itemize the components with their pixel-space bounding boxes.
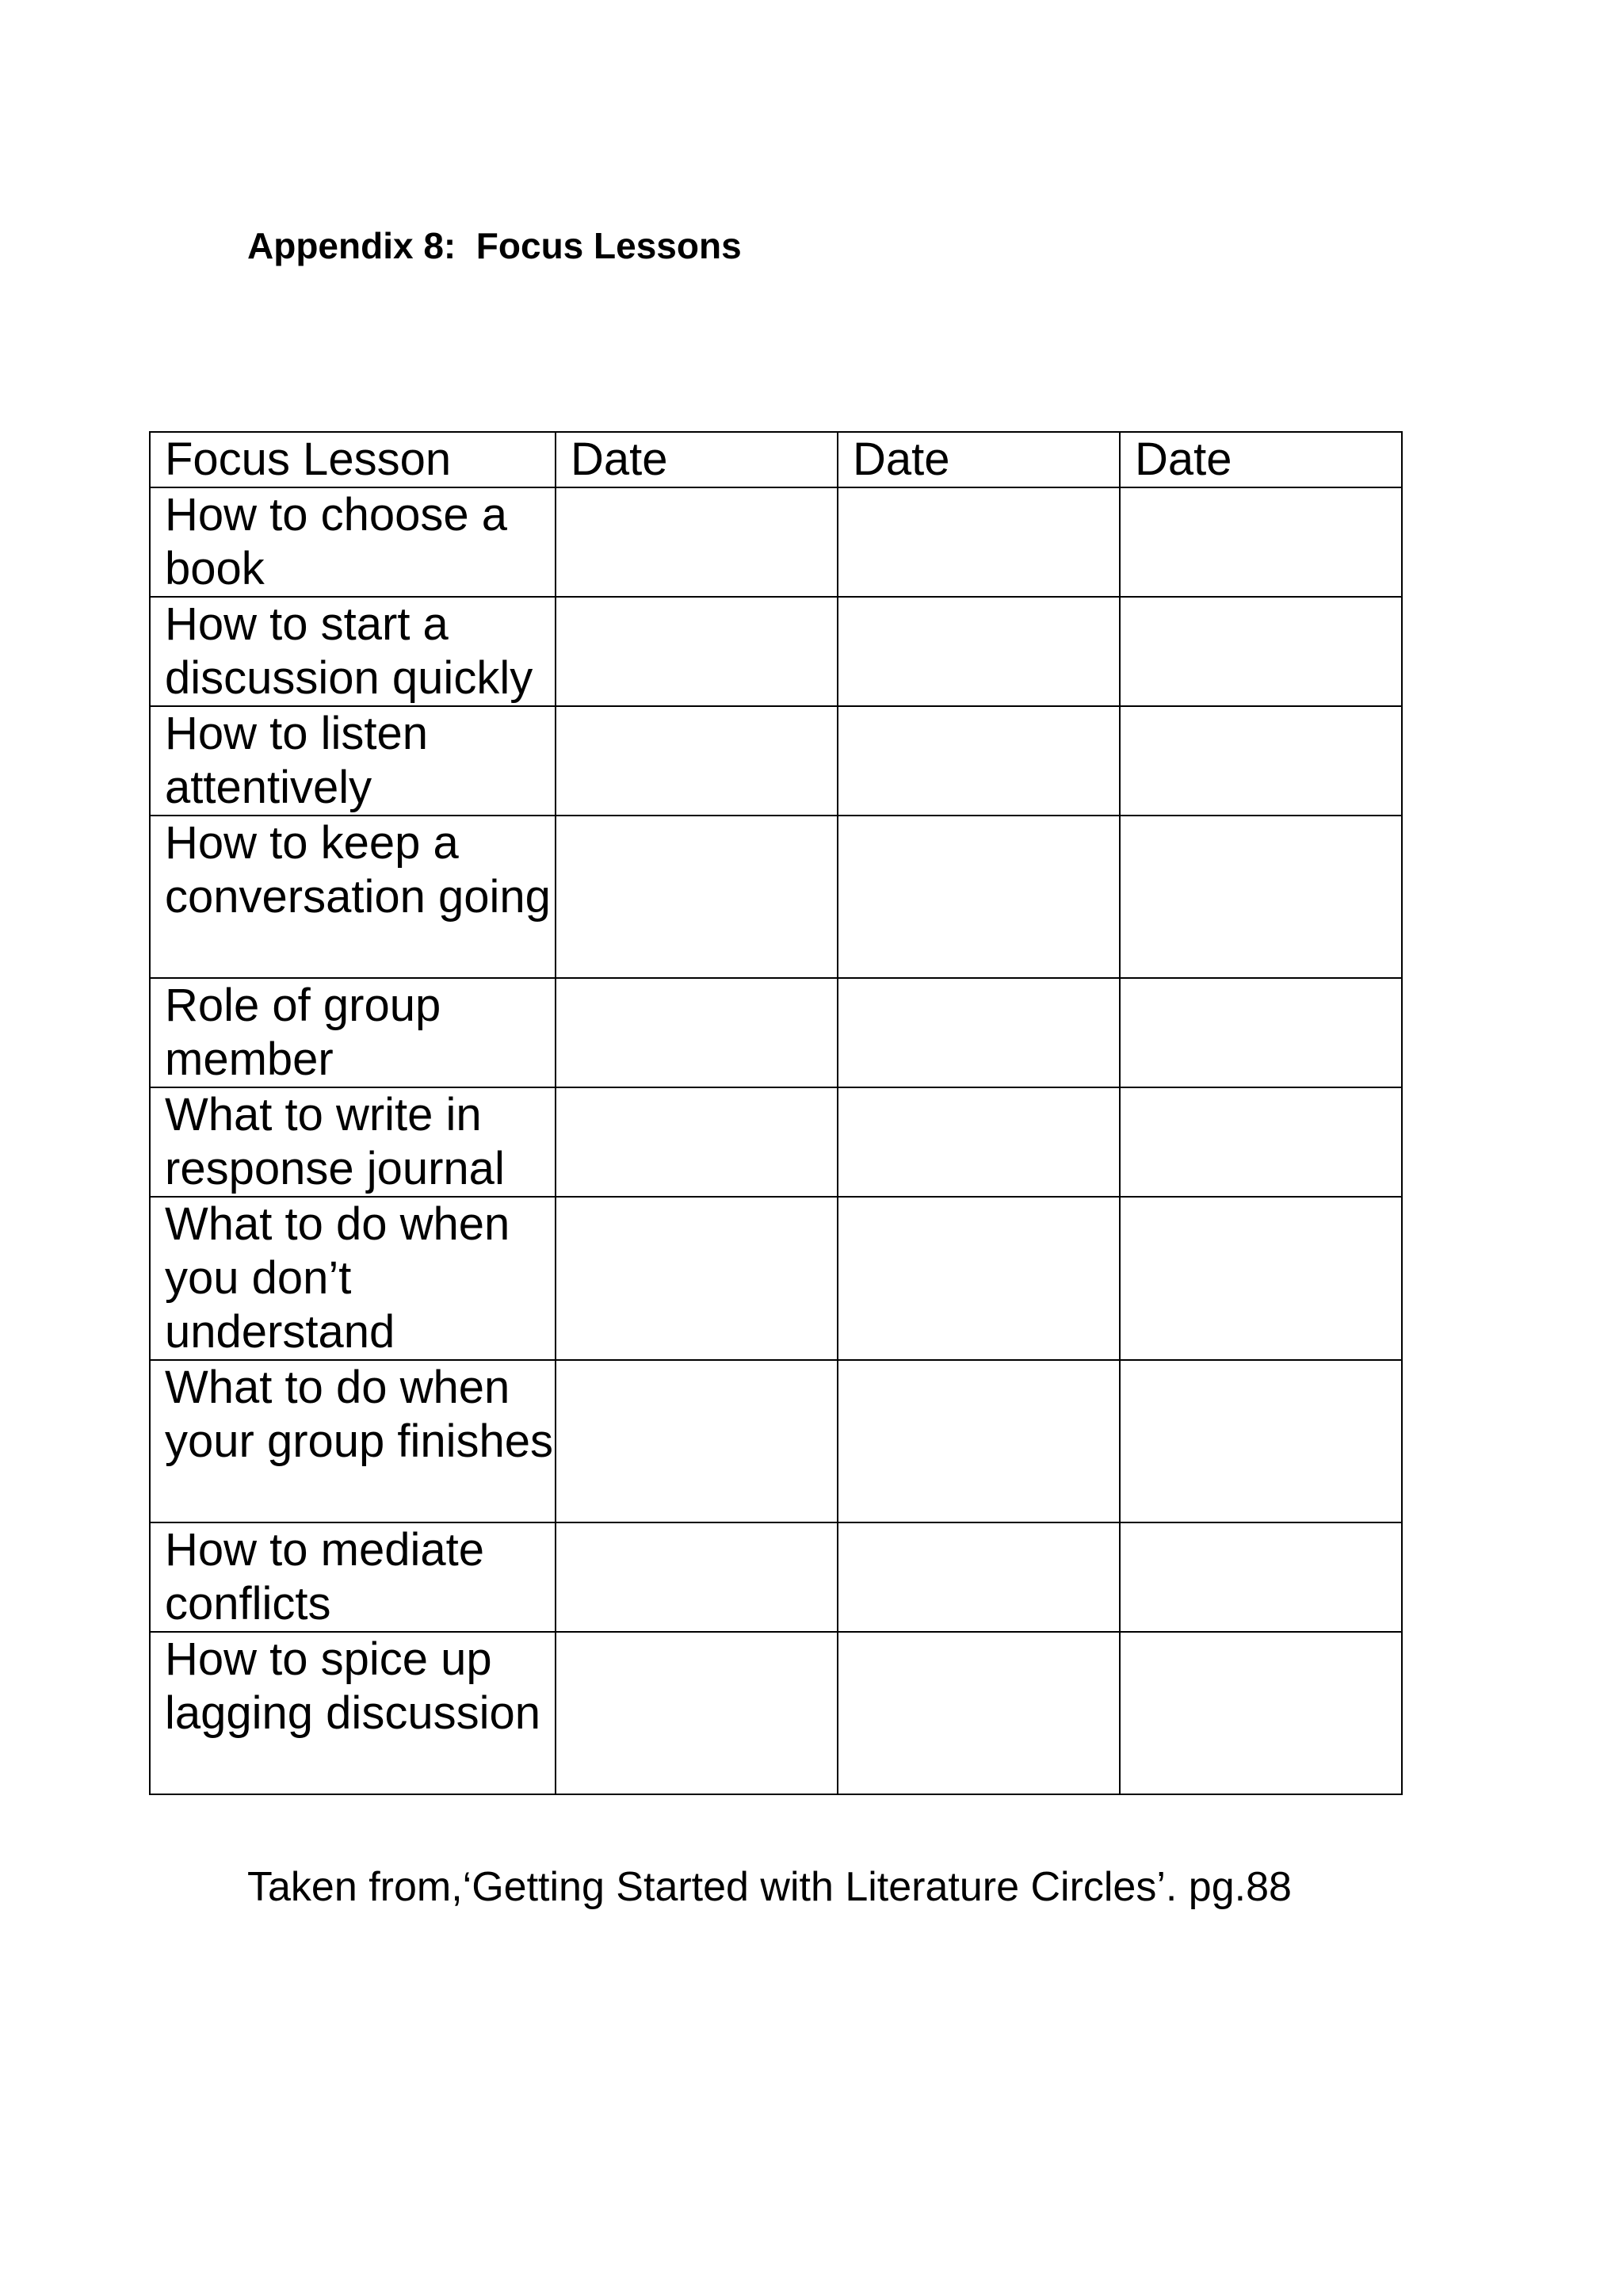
lesson-cell: How to choose a book [150,487,556,597]
lesson-cell: What to do when your group finishes [150,1360,556,1522]
page-title: Appendix 8: Focus Lessons [247,225,742,266]
table-row [150,487,1402,597]
table-row [150,1197,1402,1360]
table-row [150,597,1402,706]
lesson-cell: What to write in response journal [150,1087,556,1197]
table-header-row [150,432,1402,487]
column-header-date-3: Date [1120,432,1402,487]
lesson-cell: How to spice up lagging discussion [150,1632,556,1794]
date-cell[interactable] [556,597,838,706]
lesson-cell: How to mediate conflicts [150,1522,556,1632]
date-cell[interactable] [838,1632,1120,1794]
source-citation: Taken from,‘Getting Started with Literature Circles’. pg.88 [247,1864,1292,1910]
table-row [150,706,1402,816]
date-cell[interactable] [1120,1522,1402,1632]
date-cell[interactable] [838,597,1120,706]
lesson-cell: What to do when you don’t understand [150,1197,556,1360]
date-cell[interactable] [838,1522,1120,1632]
date-cell[interactable] [556,1522,838,1632]
date-cell[interactable] [838,816,1120,978]
date-cell[interactable] [556,1087,838,1197]
column-header-date-1: Date [556,432,838,487]
table-row [150,1087,1402,1197]
table-row [150,1360,1402,1522]
column-header-focus-lesson: Focus Lesson [150,432,556,487]
date-cell[interactable] [1120,597,1402,706]
lesson-cell: How to start a discussion quickly [150,597,556,706]
date-cell[interactable] [838,487,1120,597]
date-cell[interactable] [556,1197,838,1360]
date-cell[interactable] [838,1197,1120,1360]
date-cell[interactable] [1120,816,1402,978]
date-cell[interactable] [838,1087,1120,1197]
date-cell[interactable] [1120,706,1402,816]
date-cell[interactable] [1120,1360,1402,1522]
table-row [150,816,1402,978]
table-row [150,1632,1402,1794]
date-cell[interactable] [1120,978,1402,1087]
date-cell[interactable] [838,1360,1120,1522]
date-cell[interactable] [1120,487,1402,597]
table-row [150,978,1402,1087]
date-cell[interactable] [1120,1197,1402,1360]
column-header-date-2: Date [838,432,1120,487]
date-cell[interactable] [556,1632,838,1794]
focus-lessons-table [149,431,1403,1795]
lesson-cell: How to listen attentively [150,706,556,816]
lesson-cell: Role of group member [150,978,556,1087]
date-cell[interactable] [838,978,1120,1087]
date-cell[interactable] [1120,1087,1402,1197]
date-cell[interactable] [838,706,1120,816]
table-row [150,1522,1402,1632]
date-cell[interactable] [556,978,838,1087]
date-cell[interactable] [1120,1632,1402,1794]
date-cell[interactable] [556,1360,838,1522]
date-cell[interactable] [556,706,838,816]
date-cell[interactable] [556,816,838,978]
lesson-cell: How to keep a conversation going [150,816,556,978]
date-cell[interactable] [556,487,838,597]
